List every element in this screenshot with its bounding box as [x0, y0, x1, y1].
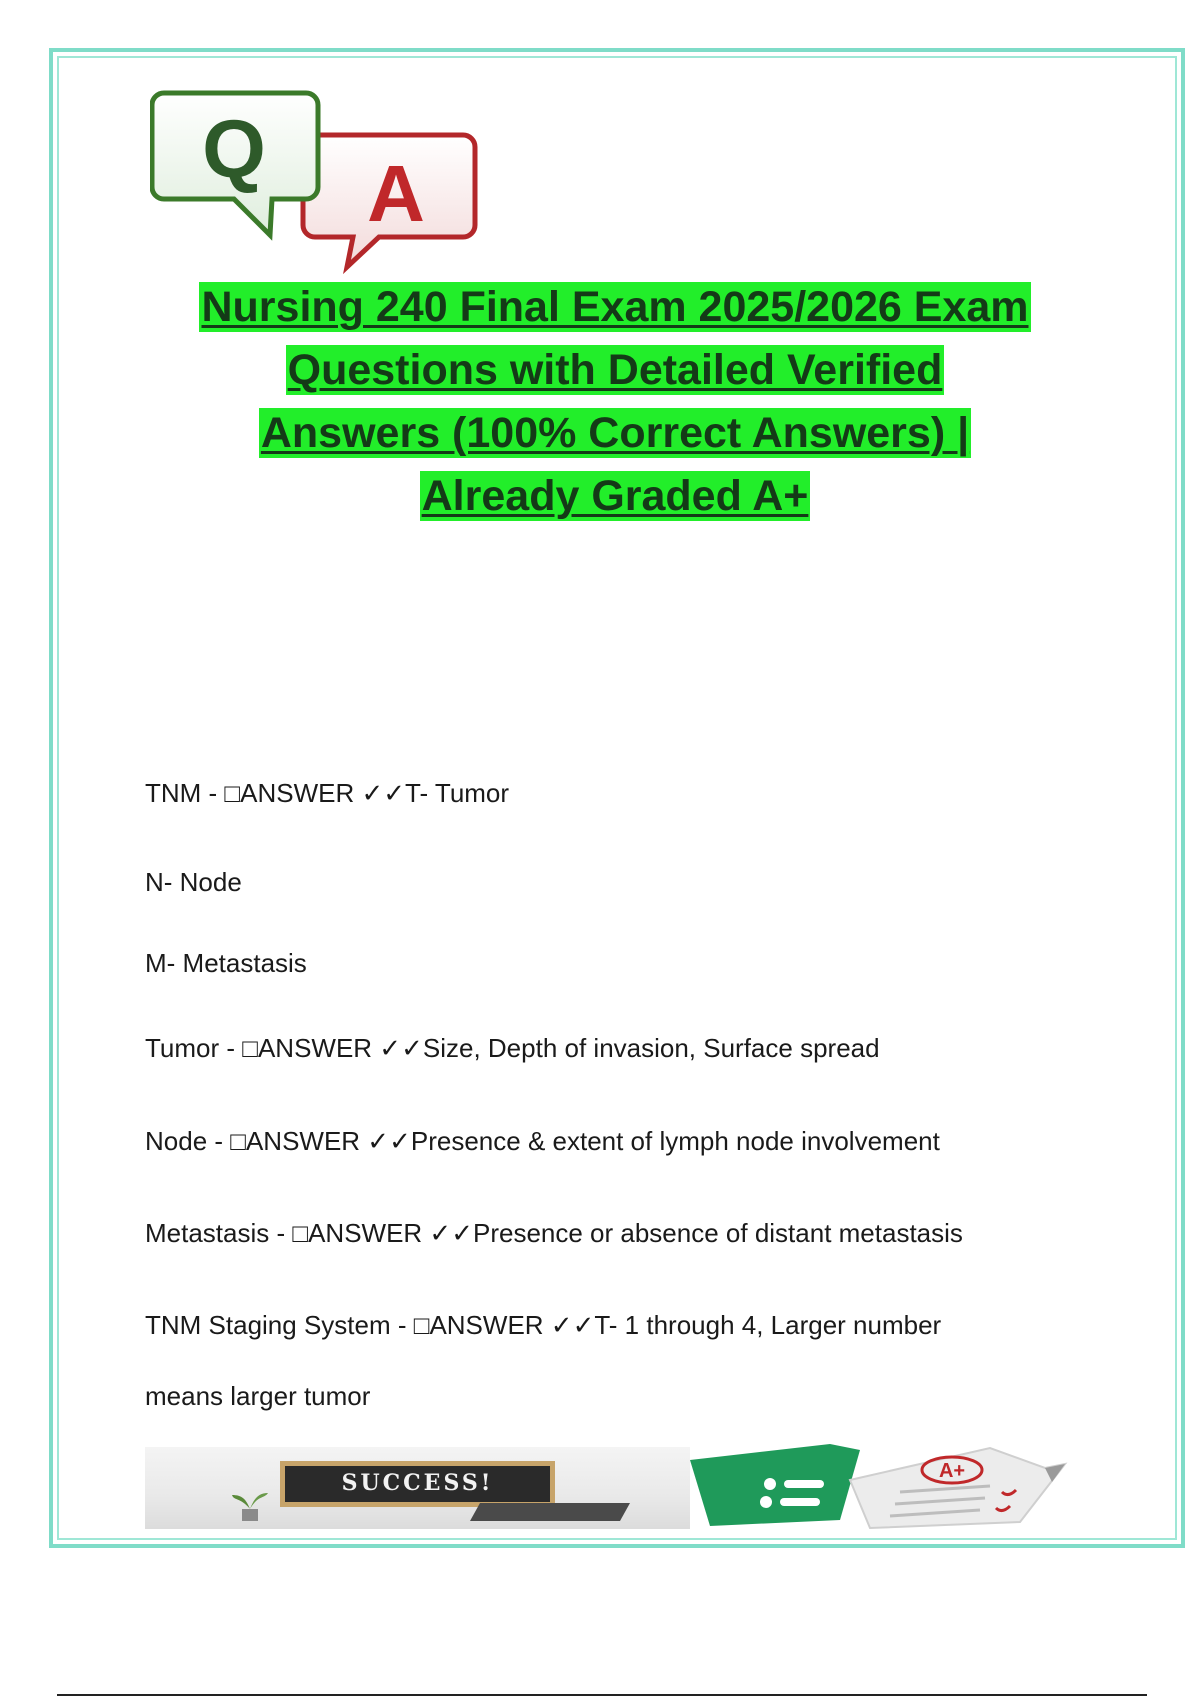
document-title — [100, 282, 1130, 534]
graded-paper-image — [690, 1440, 1085, 1530]
qa-item-node-line: N- Node — [145, 867, 242, 897]
plant-icon — [230, 1485, 270, 1525]
qa-item-tumor: Tumor - □ANSWER ✓✓Size, Depth of invasion, Surface spread — [145, 1033, 880, 1063]
success-banner-image — [145, 1447, 690, 1529]
qa-item-metastasis-line: M- Metastasis — [145, 948, 307, 978]
title-line-4: Already Graded A+ — [421, 472, 809, 520]
title-line-3: Answers (100% Correct Answers) | — [260, 409, 970, 457]
title-line-1: Nursing 240 Final Exam 2025/2026 Exam — [201, 283, 1029, 331]
footer-rule — [57, 1694, 1147, 1696]
a-letter: A — [367, 149, 425, 238]
q-letter: Q — [202, 104, 266, 195]
laptop-icon — [470, 1499, 640, 1525]
qa-item-tnm-staging: TNM Staging System - □ANSWER ✓✓T- 1 through 4, Larger number — [145, 1310, 942, 1340]
qa-item-tnm-staging-cont: means larger tumor — [145, 1381, 371, 1411]
title-line-2: Questions with Detailed Verified — [287, 346, 943, 394]
qa-item-tnm: TNM - □ANSWER ✓✓T- Tumor — [145, 778, 510, 808]
qa-logo — [150, 85, 490, 285]
success-chalkboard: SUCCESS! — [280, 1461, 555, 1507]
qa-item-node: Node - □ANSWER ✓✓Presence & extent of lymph node involvement — [145, 1126, 940, 1156]
grade-text: A+ — [938, 1460, 966, 1482]
qa-item-metastasis: Metastasis - □ANSWER ✓✓Presence or absence of distant metastasis — [145, 1218, 963, 1248]
